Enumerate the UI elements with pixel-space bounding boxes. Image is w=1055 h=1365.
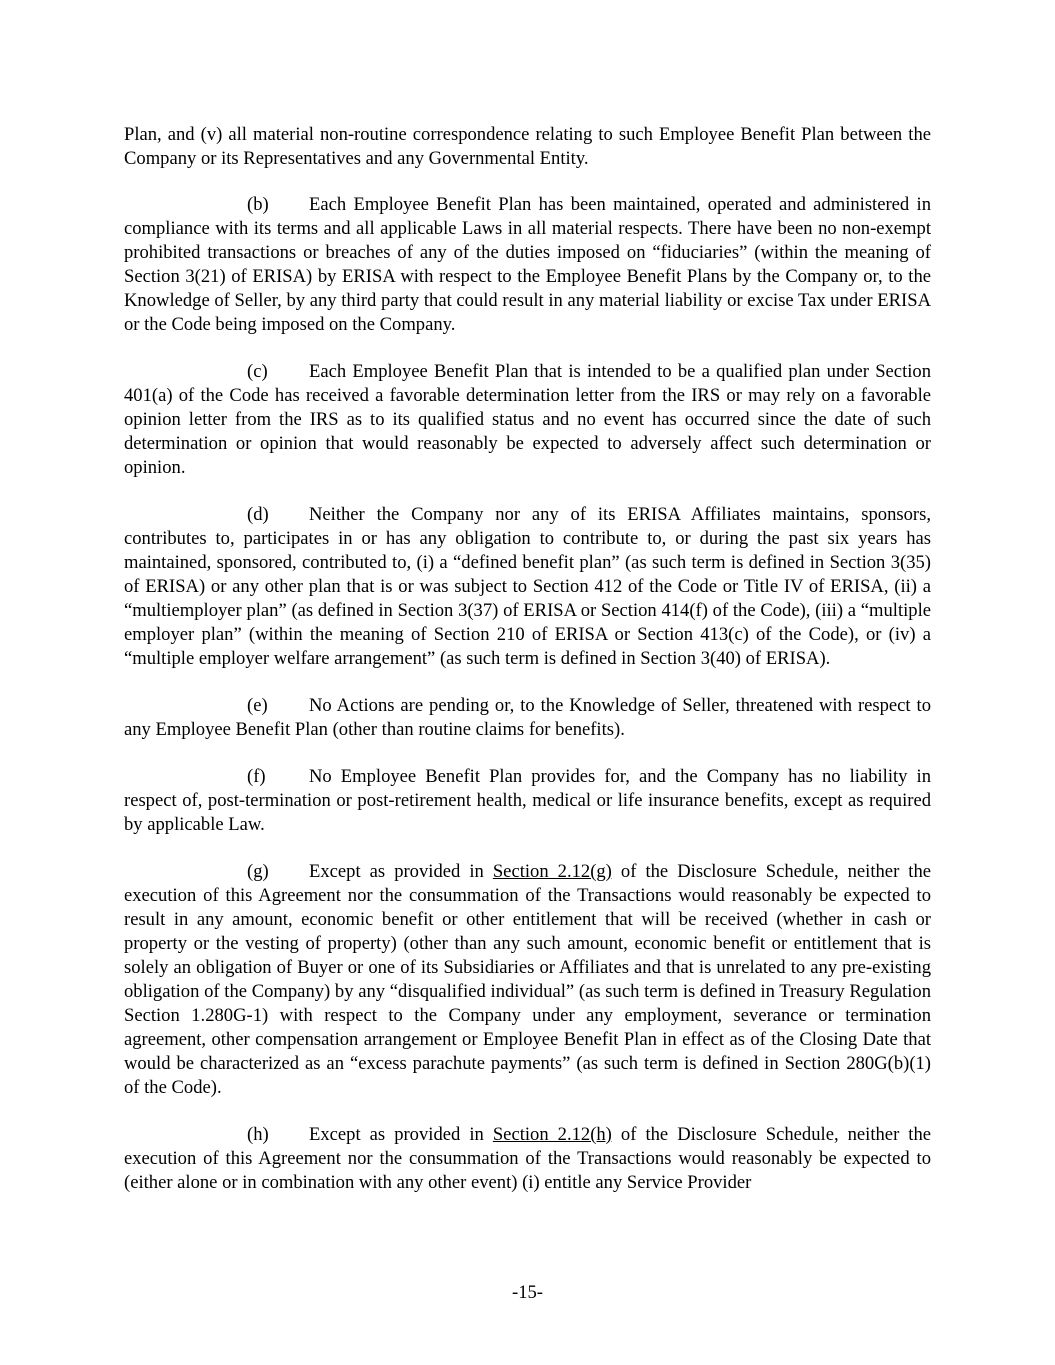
paragraph-label: (e) [247,695,268,716]
paragraph-label: (f) [247,766,266,787]
paragraph-text: Plan, and (v) all material non-routine correspondence relating to such Employee Benefit Plan between the Company or its Representatives and any Governmental Entity. [124,124,931,169]
paragraph-c [124,360,931,480]
paragraph-text: Each Employee Benefit Plan that is intended to be a qualified plan under Section 401(a) of the Code has received a favorable determination letter from the IRS or may rely on a favorable opinion letter from the IRS as to its qualified status and no event has occurred since the date of such determination or opinion that would reasonably be expected to adversely affect such determination or opinion. [124,361,931,478]
paragraph-f [124,765,931,837]
paragraph-continuation [124,123,931,171]
paragraph-label: (h) [247,1124,269,1145]
section-reference-link: Section 2.12(g) [492,861,612,882]
page-number: -15- [512,1282,543,1303]
paragraph-label: (g) [247,861,269,882]
paragraph-text: No Actions are pending or, to the Knowledge of Seller, threatened with respect to any Employee Benefit Plan (other than routine claims for benefits). [124,695,931,740]
paragraph-e [124,694,931,742]
paragraph-text: Each Employee Benefit Plan has been maintained, operated and administered in compliance with its terms and all applicable Laws in all material respects. There have been no non-exempt prohibited transactions or breaches of any of the duties imposed on “fiduciaries” (within the meaning of Section 3(21) of ERISA) by ERISA with respect to the Employee Benefit Plans by the Company or, to the Knowledge of Seller, by any third party that could result in any material liability or excise Tax under ERISA or the Code being imposed on the Company. [124,194,931,335]
paragraph-text: Neither the Company nor any of its ERISA Affiliates maintains, sponsors, contributes to, participates in or has any obligation to contribute to, or during the past six years has maintained, sponsored, contributed to, (i) a “defined benefit plan” (as such term is defined in Section 3(35) of ERISA) or any other plan that is or was subject to Section 412 of the Code or Title IV of ERISA, (ii) a “multiemployer plan” (as defined in Section 3(37) of ERISA or Section 414(f) of the Code), (iii) a “multiple employer plan” (within the meaning of Section 210 of ERISA or Section 413(c) of the Code), or (iv) a “multiple employer welfare arrangement” (as such term is defined in Section 3(40) of ERISA). [124,504,931,669]
document-body [124,123,931,1218]
paragraph-text-lead: Except as provided in [309,1124,493,1145]
paragraph-g [124,860,931,1100]
paragraph-text: No Employee Benefit Plan provides for, and the Company has no liability in respect of, post-termination or post-retirement health, medical or life insurance benefits, except as required by applicable Law. [124,766,931,835]
paragraph-label: (b) [247,194,269,215]
paragraph-text: of the Disclosure Schedule, neither the execution of this Agreement nor the consummation of the Transactions would reasonably be expected to (either alone or in combination with any other event) (i) entitle any Service Provider [124,1124,932,1193]
paragraph-label: (d) [247,504,269,525]
paragraph-h [124,1123,931,1195]
section-reference-link: Section 2.12(h) [492,1124,612,1145]
paragraph-text-lead: Except as provided in [309,861,493,882]
paragraph-d [124,503,931,671]
paragraph-b [124,193,931,337]
paragraph-label: (c) [247,361,268,382]
paragraph-text: of the Disclosure Schedule, neither the execution of this Agreement nor the consummation of the Transactions would reasonably be expected to result in any amount, economic benefit or other entitlement that will be received (whether in cash or property or the vesting of property) (other than any such amount, economic benefit or entitlement that is solely an obligation of Buyer or one of its Subsidiaries or Affiliates and that is unrelated to any pre-existing obligation of the Company) by any “disqualified individual” (as such term is defined in Treasury Regulation Section 1.280G-1) with respect to the Company under any employment, severance or termination agreement, other compensation arrangement or Employee Benefit Plan in effect as of the Closing Date that would be characterized as an “excess parachute payments” (as such term is defined in Section 280G(b)(1) of the Code). [124,861,932,1098]
